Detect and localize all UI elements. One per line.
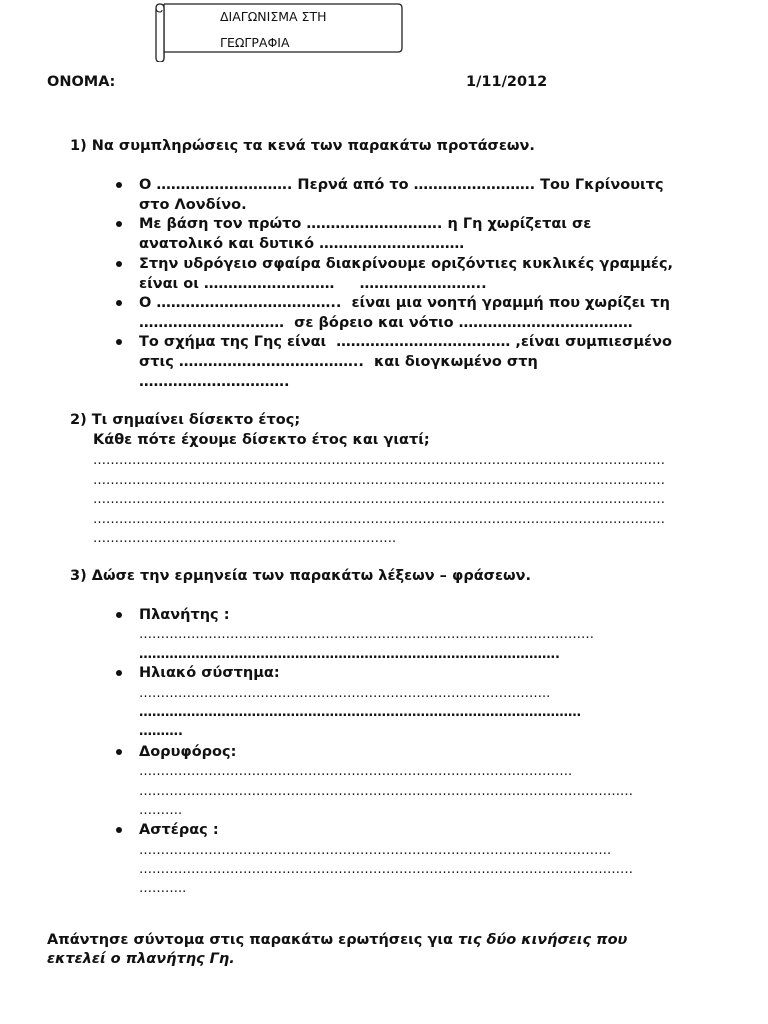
answer-line: …………………………………………………………………………………………………………………… [93, 453, 665, 468]
bullet-icon [116, 670, 122, 676]
answer-line: ……………………………………………………………………………………. [139, 647, 560, 662]
bullet-icon [116, 182, 122, 188]
answer-line: ………………………………………………………………………………………… [139, 705, 581, 720]
answer-line: …………………………………………………………………………………………………………………… [93, 492, 665, 507]
answer-line: ………………………………………………………………………………….. [139, 686, 551, 701]
bullet-icon [116, 827, 122, 833]
answer-line: …………………………………………………………………………………………… [139, 627, 594, 642]
answer-line: ………………………………………………………………………………………. [139, 764, 573, 779]
answer-line: …………………………………………………………………………………………………… [139, 784, 633, 799]
bullet-icon [116, 749, 122, 755]
term-label: Ηλιακό σύστημα: [139, 665, 280, 681]
answer-line: …………………………………………………………………………………………………………………… [93, 473, 665, 488]
answer-line: ……….. [139, 881, 187, 896]
answer-line: …………………………………………………………………………………………………………………… [93, 512, 665, 527]
q1-line: Ο ……………………………….. είναι μια νοητή γραμμή που χωρίζει τη [139, 295, 670, 311]
bullet-icon [116, 339, 122, 345]
q1-line: …………………………. [139, 374, 290, 390]
bullet-icon [116, 612, 122, 618]
q1-line: Το σχήμα της Γης είναι ……………………………… ,είναι συμπιεσμένο [139, 334, 672, 350]
answer-line: ………………………………………………………………………………………………. [139, 843, 612, 858]
bullet-icon [116, 221, 122, 227]
q1-line: Ο ………………………. Περνά από το ……………………. Του Γκρίνουιτς [139, 177, 664, 193]
q1-line: ………………………… σε βόρειο και νότιο ……………………………… [139, 315, 633, 331]
title-line-1: ΔΙΑΓΩΝΙΣΜΑ ΣΤΗ [220, 9, 327, 24]
q1-line: Με βάση τον πρώτο ………………………. η Γη χωρίζεται σε [139, 216, 592, 232]
term-label: Αστέρας : [139, 822, 219, 838]
answer-line: ………. [139, 803, 183, 818]
final-instruction [47, 930, 627, 950]
q1-line: είναι οι ……………………… …………………….. [139, 276, 487, 292]
bullet-icon [116, 300, 122, 306]
term-label: Πλανήτης : [139, 607, 230, 623]
term-label: Δορυφόρος: [139, 744, 237, 760]
q1-line: ανατολικό και δυτικό ………………………… [139, 236, 465, 252]
q2-subtitle: Κάθε πότε έχουμε δίσεκτο έτος και γιατί; [93, 432, 430, 448]
final-instruction-part2: τις δύο κινήσεις που [457, 932, 628, 948]
bullet-icon [116, 261, 122, 267]
final-instruction-part3: εκτελεί ο πλανήτης Γη. [47, 951, 235, 967]
name-label: ΟΝΟΜΑ: [47, 74, 116, 90]
answer-line: ………. [139, 724, 183, 739]
answer-line: ……………………………………………………………. [93, 531, 397, 546]
final-instruction-part1: Απάντησε σύντομα στις παρακάτω ερωτήσεις για [47, 932, 458, 948]
q3-title: 3) Δώσε την ερμηνεία των παρακάτω λέξεων – φράσεων. [70, 568, 532, 584]
q1-line: στο Λονδίνο. [139, 197, 247, 213]
final-instruction-line2 [47, 949, 235, 969]
title-line-2: ΓΕΩΓΡΑΦΙΑ [220, 35, 290, 50]
q1-line: Στην υδρόγειο σφαίρα διακρίνουμε οριζόντιες κυκλικές γραμμές, [139, 256, 674, 272]
q2-title: 2) Τι σημαίνει δίσεκτο έτος; [70, 412, 301, 428]
answer-line: …………………………………………………………………………………………………… [139, 862, 633, 877]
exam-date: 1/11/2012 [466, 74, 548, 90]
q1-title: 1) Να συμπληρώσεις τα κενά των παρακάτω προτάσεων. [70, 138, 535, 154]
q1-line: στις ……………………………….. και διογκωμένο στη [139, 354, 538, 370]
